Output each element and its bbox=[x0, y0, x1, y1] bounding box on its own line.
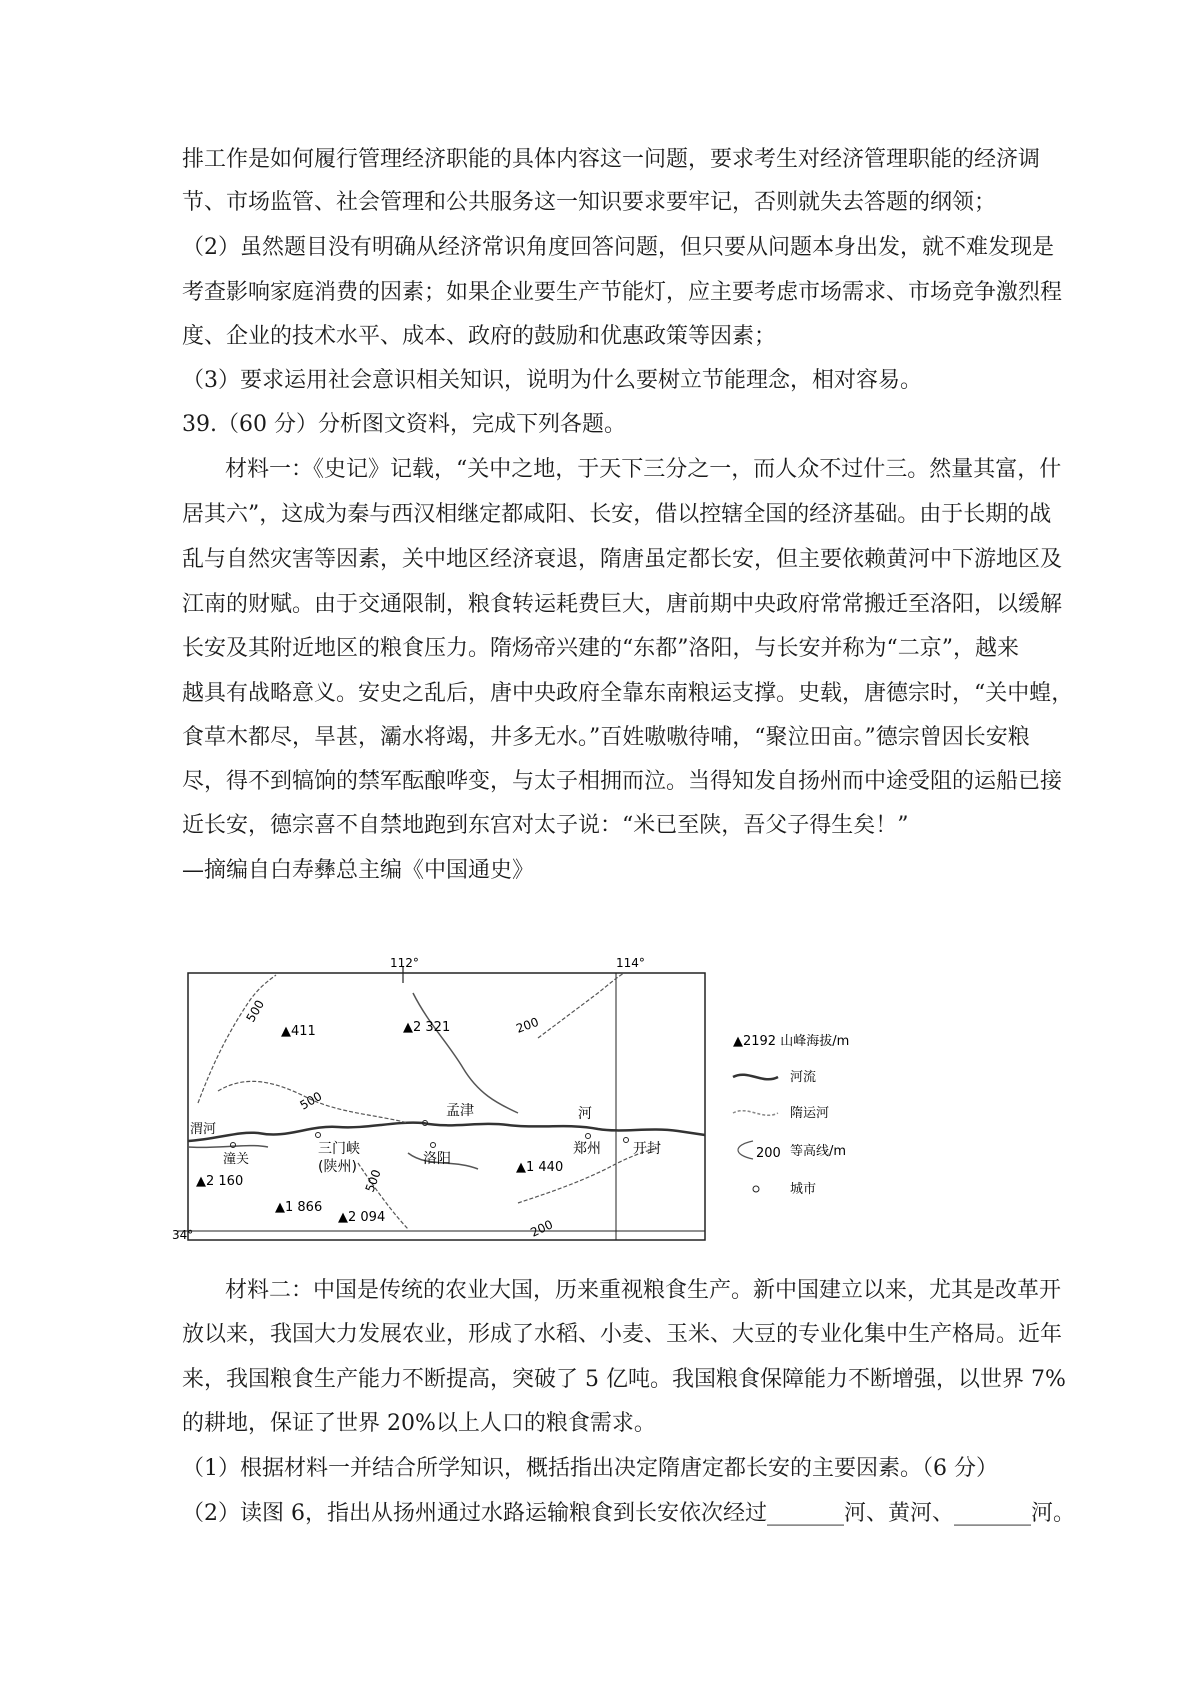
material-one-line: 越具有战略意义。安史之乱后，唐中央政府全靠东南粮运支撑。史载，唐德宗时，“关中蝗， bbox=[182, 681, 1074, 706]
material-two-line: 来，我国粮食生产能力不断提高，突破了 5 亿吨。我国粮食保障能力不断增强，以世界 7% bbox=[182, 1367, 1066, 1392]
legend-canal-symbol bbox=[733, 1111, 778, 1116]
place-zhengzhou: 郑州 bbox=[573, 1141, 601, 1157]
peak-1440: ▲1 440 bbox=[516, 1160, 564, 1175]
legend-contour-symbol bbox=[738, 1141, 753, 1159]
historical-map-figure bbox=[172, 953, 950, 1253]
contour-label-500: 500 bbox=[362, 1167, 384, 1195]
text-line: 节、市场监管、社会管理和公共服务这一知识要求要牢记，否则就失去答题的纲领； bbox=[182, 190, 997, 215]
contour-label-500: 500 bbox=[297, 1089, 325, 1113]
material-one-line: 长安及其附近地区的粮食压力。隋炀帝兴建的“东都”洛阳，与长安并称为“二京”，越来 bbox=[182, 636, 1019, 661]
lon-label-114: 114° bbox=[616, 956, 645, 970]
peak-2321: ▲2 321 bbox=[403, 1020, 451, 1035]
place-mengjin: 孟津 bbox=[446, 1103, 474, 1119]
place-shanzhou: (陕州) bbox=[318, 1159, 357, 1175]
peak-2160: ▲2 160 bbox=[196, 1174, 244, 1189]
legend-city: 城市 bbox=[790, 1182, 817, 1197]
legend-river-symbol bbox=[733, 1075, 778, 1080]
material-two-line: 放以来，我国大力发展农业，形成了水稻、小麦、玉米、大豆的专业化集中生产格局。近年 bbox=[182, 1322, 1063, 1347]
material-two-line: 的耕地，保证了世界 20%以上人口的粮食需求。 bbox=[182, 1411, 656, 1436]
material-one-line: 近长安，德宗喜不自禁地跑到东宫对太子说：“米已至陕，吾父子得生矣！” bbox=[182, 813, 909, 838]
text-line: 度、企业的技术水平、成本、政府的鼓励和优惠政策等因素； bbox=[182, 324, 777, 349]
material-two-line: 材料二：中国是传统的农业大国，历来重视粮食生产。新中国建立以来，尤其是改革开 bbox=[225, 1278, 1062, 1303]
lon-label-112: 112° bbox=[390, 956, 419, 970]
question-2: （2）读图 6，指出从扬州通过水路运输粮食到长安依次经过_______河、黄河、_______河。 bbox=[182, 1501, 1075, 1526]
material-one-line: 居其六”，这成为秦与西汉相继定都咸阳、长安，借以控辖全国的经济基础。由于长期的战 bbox=[182, 502, 1052, 527]
contour-label-200: 200 bbox=[528, 1217, 556, 1240]
place-weihe: 渭河 bbox=[190, 1122, 217, 1137]
contour-label-200: 200 bbox=[514, 1014, 541, 1036]
legend-contour: 等高线/m bbox=[790, 1144, 847, 1159]
peak-1866: ▲1 866 bbox=[275, 1200, 323, 1215]
question-1: （1）根据材料一并结合所学知识，概括指出决定隋唐定都长安的主要因素。（6 分） bbox=[182, 1456, 998, 1481]
source-citation: —摘编自白寿彝总主编《中国通史》 bbox=[182, 858, 535, 883]
legend-contour-value: 200 bbox=[756, 1146, 781, 1161]
legend-river: 河流 bbox=[790, 1070, 817, 1085]
place-kaifeng: 开封 bbox=[633, 1141, 661, 1157]
legend-city-symbol bbox=[753, 1186, 759, 1192]
legend-canal: 隋运河 bbox=[790, 1106, 830, 1121]
peak-2094: ▲2 094 bbox=[338, 1210, 386, 1225]
material-one-line: 食草木都尽，旱甚，灞水将竭，井多无水。”百姓嗷嗷待哺，“聚泣田亩。”德宗曾因长安粮 bbox=[182, 725, 1030, 750]
place-sanmenxia: 三门峡 bbox=[318, 1141, 360, 1157]
peak-411: ▲411 bbox=[281, 1024, 316, 1039]
contour-label-500: 500 bbox=[243, 997, 268, 1025]
legend-peak: ▲2192 山峰海拔/m bbox=[733, 1034, 850, 1049]
lat-label-34: 34° bbox=[172, 1228, 194, 1242]
place-tongguan: 潼关 bbox=[223, 1152, 250, 1167]
text-line: （3）要求运用社会意识相关知识，说明为什么要树立节能理念，相对容易。 bbox=[182, 368, 922, 393]
material-one-line: 材料一：《史记》记载，“关中之地，于天下三分之一，而人众不过什三。然量其富，什 bbox=[225, 457, 1062, 482]
text-line: （2）虽然题目没有明确从经济常识角度回答问题，但只要从问题本身出发，就不难发现是 bbox=[182, 235, 1055, 260]
text-line: 排工作是如何履行管理经济职能的具体内容这一问题，要求考生对经济管理职能的经济调 bbox=[182, 147, 1041, 172]
question-39-heading: 39.（60 分）分析图文资料，完成下列各题。 bbox=[182, 412, 626, 437]
material-one-line: 江南的财赋。由于交通限制，粮食转运耗费巨大，唐前期中央政府常常搬迁至洛阳，以缓解 bbox=[182, 592, 1063, 617]
text-line: 考查影响家庭消费的因素；如果企业要生产节能灯，应主要考虑市场需求、市场竞争激烈程 bbox=[182, 280, 1063, 305]
place-river-he: 河 bbox=[578, 1106, 592, 1122]
place-luoyang: 洛阳 bbox=[423, 1151, 451, 1167]
material-one-line: 尽，得不到犒饷的禁军酝酿哗变，与太子相拥而泣。当得知发自扬州而中途受阻的运船已接 bbox=[182, 769, 1063, 794]
material-one-line: 乱与自然灾害等因素，关中地区经济衰退，隋唐虽定都长安，但主要依赖黄河中下游地区及 bbox=[182, 547, 1063, 572]
